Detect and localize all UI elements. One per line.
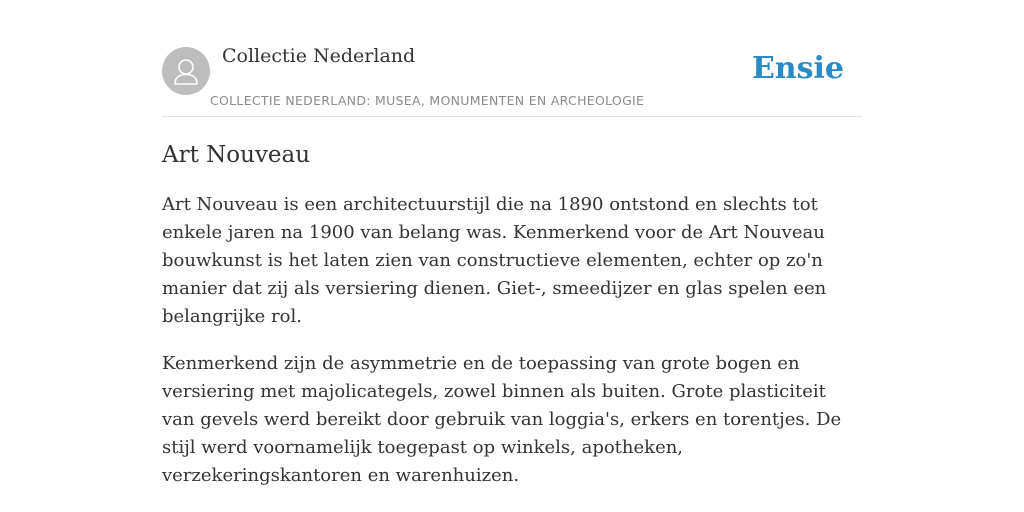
brand-logo[interactable]: Ensie: [751, 51, 844, 86]
header: [162, 0, 862, 117]
article-paragraph: Art Nouveau is een architectuurstijl die na 1890 ontstond en slechts tot enkele jaren na 1900 van belang was. Kenmerkend voor de Art Nouveau bouwkunst is het laten zien van constructieve elementen, echter op zo'n manier dat zij als versiering dienen. Giet-, smeedijzer en glas spelen een belangrijke rol.: [162, 194, 827, 327]
author-name[interactable]: Collectie Nederland: [222, 45, 416, 67]
article: [162, 140, 862, 490]
avatar[interactable]: [162, 47, 210, 95]
user-icon: [162, 47, 210, 95]
article-title: Art Nouveau: [162, 142, 311, 168]
source-name[interactable]: COLLECTIE NEDERLAND: MUSEA, MONUMENTEN EN ARCHEOLOGIE: [210, 93, 645, 108]
article-paragraph: Kenmerkend zijn de asymmetrie en de toepassing van grote bogen en versiering met majolicategels, zowel binnen als buiten. Grote plasticiteit van gevels werd bereikt door gebruik van loggia's, erkers en torentjes. De stijl werd voornamelijk toegepast op winkels, apotheken, verzekeringskantoren en warenhuizen.: [162, 353, 842, 486]
